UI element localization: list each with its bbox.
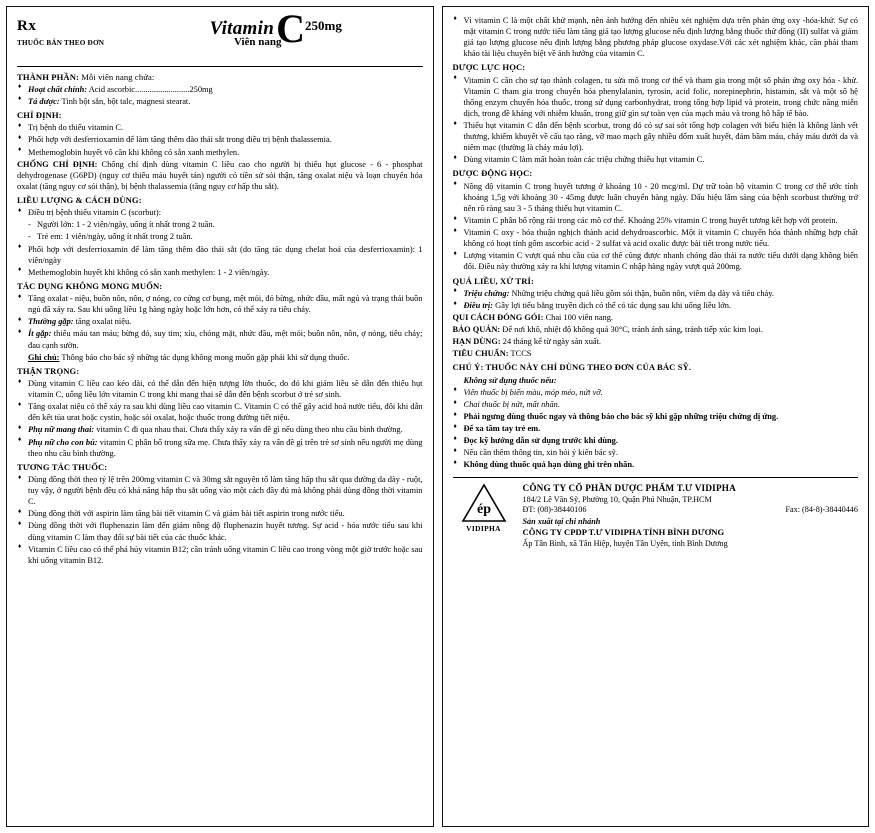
list-item: ♦ Điều trị bệnh thiếu vitamin C (scorbut): (17, 207, 423, 218)
company-phone: ĐT: (08)-38440106 (522, 505, 587, 515)
expiry-text: 24 tháng kể từ ngày sản xuất. (500, 337, 602, 347)
list-item: ♦ Tăng oxalat - niệu, buồn nôn, nôn, ợ nóng, co cứng cơ bụng, mệt mỏi, đỏ bừng, nhức đầu, mất ngủ và trạng thái buồn ngủ đã xảy ra. Sau khi uống liều 1g hàng ngày hoặc lớn hơn, có thể xảy ra tiêu chảy. (17, 293, 423, 315)
section-title-pharmacodynamics: DƯỢC LỰC HỌC: (452, 62, 526, 73)
list-item: ♦ Nồng độ vitamin C trong huyết tương ở khoảng 10 - 20 mcg/ml. Dự trữ toàn bộ vitamin C trong cơ thể ước tính khoảng 1,5g với khoảng 30 - 45mg được luân chuyển hàng ngày. Dấu hiệu lâm sàng của bệnh scorbust thường trở nên rõ ràng sau 3 - 5 tháng thiếu hụt vitamin C. (453, 181, 859, 214)
leaflet-header (17, 6, 423, 67)
warning-lead: Không sử dụng thuốc nếu: (463, 375, 557, 385)
company-contact-row (523, 505, 859, 516)
list-item: ♦ Dùng đồng thời với aspirin làm tăng bài tiết vitamin C và giảm bài tiết aspirin trong nước tiểu. (17, 508, 423, 519)
company-fax: Fax: (84-8)-38440446 (785, 505, 858, 515)
vidipha-logo-icon (461, 483, 507, 523)
list-item (17, 84, 423, 95)
list-item: ♦ Phải ngưng dùng thuốc ngay và thông báo cho bác sỹ khi gặp những triệu chứng dị ứng. (453, 411, 859, 422)
branch-name: CÔNG TY CPDP T.Ư VIDIPHA TỈNH BÌNH DƯƠNG (522, 527, 725, 538)
adverse-note-text: Thông báo cho bác sỹ những tác dụng không mong muốn gặp phải khi sử dụng thuốc. (59, 352, 350, 362)
packaging-text: Chai 100 viên nang. (543, 313, 614, 323)
branch-address: Ấp Tân Bình, xã Tân Hiệp, huyện Tân Uyên, tỉnh Bình Dương (522, 538, 728, 548)
indication-list (17, 122, 423, 157)
list-item: ♦ Vì vitamin C là một chất khử mạnh, nên ảnh hưởng đến nhiều xét nghiệm dựa trên phản ứng oxy -hóa-khử. Sự có mặt vitamin C trong nước tiểu làm tăng giả tạo lượng glucose nếu định lượng bằng thuốc thử đồng (II) sulfat và giảm giả tạo lượng glucose nếu định lượng bằng phương pháp glucose oxydase.Với các xét nghiệm khác, cần phải tham khảo tài liệu chuyên biệt về ảnh hưởng của vitamin C. (453, 15, 859, 59)
list-item: ♦ Methemoglobin huyết vô căn khi không có sẵn xanh methylen. (17, 147, 423, 158)
overdose-treatment-label: Điều trị: (463, 301, 494, 310)
list-item: ♦ Không dùng thuốc quá hạn dùng ghi trên nhãn. (453, 459, 859, 470)
overdose-treatment-text: Gây lợi tiểu bằng truyền dịch có thể có tác dụng sau khi uống liều lớn. (493, 301, 731, 310)
section-title-indication: CHỈ ĐỊNH: (17, 110, 62, 121)
contraindication-block (17, 159, 423, 192)
section-title-contraindication: CHỐNG CHỈ ĐỊNH: (17, 159, 98, 169)
list-item: ♦ Phụ nữ mang thai: vitamin C đi qua nhau thai. Chưa thấy xảy ra vấn đề gì nếu dùng theo nhu cầu bình thường. (17, 424, 423, 435)
list-item: ♦ Để xa tầm tay trẻ em. (453, 423, 859, 434)
rx-symbol: Rx (17, 18, 37, 34)
list-item (17, 96, 423, 107)
adverse-common-label: Thường gặp: (28, 317, 74, 327)
list-item: ♦ Trị bệnh do thiếu vitamin C. (17, 122, 423, 133)
right-panel (442, 6, 870, 827)
list-item: ♦ Vitamin C liều cao có thể phá hủy vitamin B12; cần tránh uống vitamin C liều cao trong vòng một giờ trước hoặc sau khi uống vitamin B12. (17, 544, 423, 566)
adverse-note (17, 352, 423, 363)
company-name: CÔNG TY CỔ PHẦN DƯỢC PHẨM T.Ư VIDIPHA (522, 482, 736, 493)
brand-letter: C (276, 6, 305, 51)
rx-note: THUỐC BÁN THEO ĐƠN (17, 38, 105, 47)
list-item: ♦ Ít gặp: thiếu máu tan máu; bừng đỏ, suy tim; xỉu, chóng mặt, nhức đầu, mệt mỏi; buồn nôn, nôn, ợ nóng, tiêu chảy; đau cạnh sườn. (17, 328, 423, 350)
adverse-list (17, 293, 423, 350)
list-item: ♦ Phối hợp với desferrioxamin để làm tăng thêm đào thải sắt trong điều trị bệnh thalassemia. (17, 134, 423, 145)
overdose-symptom-text: Những triệu chứng quá liều gồm sỏi thận, buồn nôn, viêm dạ dày và tiêu chảy. (509, 288, 775, 298)
section-title-warning: CHÚ Ý: THUỐC NÀY CHỈ DÙNG THEO ĐƠN CỦA BÁC SỸ. (452, 362, 692, 373)
brand-block (129, 6, 423, 62)
list-item: ♦ Vitamin C phân bố rộng rãi trong các mô cơ thể. Khoảng 25% vitamin C trong huyết tương kết hợp với protein. (453, 215, 859, 226)
section-title-expiry: HẠN DÙNG: (452, 337, 501, 347)
list-item: - Người lớn: 1 - 2 viên/ngày, uống ít nhất trong 2 tuần. (28, 219, 423, 230)
standard-text: TCCS (508, 349, 532, 359)
section-title-composition (17, 72, 423, 83)
section-title-standard: TIÊU CHUẨN: (452, 349, 509, 359)
contraindication-text: Chống chỉ định dùng vitamin C liều cao cho người bị thiếu hụt glucose - 6 - phosphat dehydrogenase (G6PD) (nguy cơ thiếu máu huyết tán) người có tiền sử sỏi thận, tăng oxalat niệu và loạn chuyển hóa oxalat (tăng nguy cơ sỏi thận), bị bệnh thalassemia (tăng nguy cơ hấp thu sắt). (17, 159, 423, 191)
company-info (523, 483, 859, 550)
list-item: ♦ Phối hợp với desferrioxamin để làm tăng thêm đào thải sắt (do tăng tác dụng chelat hoá của desferrioxamin): 1 viên/ngày (17, 244, 423, 266)
company-address: 184/2 Lê Văn Sỹ, Phường 10, Quận Phú Nhuận, TP.HCM (522, 494, 712, 504)
section-title-caution: THẬN TRỌNG: (17, 365, 80, 376)
caution-pregnancy-label: Phụ nữ mang thai: (28, 425, 95, 435)
company-logo (453, 483, 515, 534)
pharmacokinetics-list (453, 181, 859, 273)
composition-text-0: Acid ascorbic..........................250mg (87, 84, 213, 94)
dosage-sublist (17, 219, 423, 242)
left-panel (6, 6, 434, 827)
list-item: ♦ Phụ nữ cho con bú: vitamin C phân bố trong sữa mẹ. Chưa thấy xảy ra vấn đề gì trên trẻ sơ sinh nếu người mẹ dùng theo nhu cầu bình thường. (17, 437, 423, 459)
adverse-rare-label: Ít gặp: (28, 329, 52, 339)
svg-text:ép: ép (476, 501, 491, 517)
overdose-symptom-label: Triệu chứng: (463, 288, 510, 298)
list-item (453, 300, 859, 311)
company-block (453, 477, 859, 550)
list-item: ♦ Tăng oxalat niệu có thể xảy ra sau khi dùng liều cao vitamin C. Vitamin C có thể gây acid hoá nước tiểu, đôi khi dẫn đến kết tủa urat hoặc cystin, hoặc sỏi oxalat, hoặc thuốc trong đường tiết niệu. (17, 401, 423, 423)
overdose-list (453, 288, 859, 311)
list-item: ♦ Dùng đồng thời theo tỷ lệ trên 200mg vitamin C và 30mg sắt nguyên tố làm tăng hấp thu sắt qua đường da dày - ruột, tuy vậy, ở người bệnh đều có khả năng hấp thu sắt uống vào một cách đầy đủ mà không phải dùng đồng thời vitamin C. (17, 474, 423, 507)
section-title-interaction: TƯƠNG TÁC THUỐC: (17, 461, 108, 472)
list-item: ♦ Dùng vitamin C liều cao kéo dài, có thể dẫn đến hiện tượng lờn thuốc, do đó khi giảm liều sẽ dẫn đến thiếu hụt vitamin C, uống liều lớn vitamin C trong khi mang thai sẽ dẫn đến bệnh scorbut ở trẻ sơ sinh. (17, 378, 423, 400)
storage-block (453, 324, 859, 335)
branch-label: Sản xuất tại chi nhánh (522, 516, 601, 526)
dosage-form: Viên nang (233, 36, 282, 48)
composition-title: THÀNH PHẦN: (17, 71, 79, 82)
list-item: ♦ Thường gặp: tăng oxalat niệu. (17, 316, 423, 327)
warning-list (453, 387, 859, 471)
interaction-list (17, 474, 423, 566)
list-item: ♦ Vitamin C oxy - hóa thuận nghịch thành acid dehydroascorbic. Một ít vitamin C chuyển hóa thành những hợp chất không có hoạt tính gốm ascorbic acid - 2 sulfat và acid oxalic được bài tiết trong nước tiểu. (453, 227, 859, 249)
company-logo-text: VIDIPHA (466, 523, 501, 533)
section-title-adverse: TÁC DỤNG KHÔNG MONG MUỐN: (17, 280, 163, 291)
brand-strength: 250mg (304, 18, 342, 33)
list-item: ♦ Nếu cần thêm thông tin, xin hỏi ý kiến bác sỹ. (453, 447, 859, 458)
list-item: - Trẻ em: 1 viên/ngày, uống ít nhất trong 2 tuần. (28, 231, 423, 242)
packaging-block (453, 312, 859, 323)
brand-name: Vitamin (209, 18, 275, 39)
section-title-pharmacokinetics: DƯỢC ĐỘNG HỌC: (452, 168, 533, 179)
list-item: ♦ Methemoglobin huyết khi không có sẵn xanh methylen: 1 - 2 viên/ngày. (17, 267, 423, 278)
section-title-storage: BẢO QUẢN: (452, 325, 501, 335)
list-item: ♦ Vitamin C cần cho sự tạo thành colagen, tu sửa mô trong cơ thể và tham gia trong một số phản ứng oxy hóa - khử. Vitamin C tham gia trong chuyển hóa phenylalanin, tyrosin, acid folic, norepinephrin, histamin, sắt và một số hệ thống enzym chuyển hóa thuốc, trong sử dụng carbonhydrat, trong tổng hợp lipid và protein, trong chức năng miễn dịch, trong đề kháng với nhiễm khuẩn, trong giữ gìn sự toàn vẹn của mạch máu và trong hô hấp tế bào. (453, 75, 859, 119)
composition-label-1: Tá dược: (28, 96, 60, 106)
list-item: ♦ Dùng đồng thời với fluphenazin làm đến giảm nồng độ fluphenazin huyết tương. Sự acid - hóa nước tiểu sau khi dùng vitamin C làm thay đổi sự bài tiết của các thuốc khác. (17, 520, 423, 542)
storage-text: Để nơi khô, nhiệt độ không quá 30°C, tránh ánh sáng, tránh tiếp xúc kim loại. (500, 325, 763, 335)
section-title-dosage: LIỀU LƯỢNG & CÁCH DÙNG: (17, 194, 142, 205)
dosage-list-2 (17, 244, 423, 278)
standard-block (453, 348, 859, 359)
section-title-packaging: QUI CÁCH ĐÓNG GÓI: (452, 313, 544, 323)
list-item: ♦ Dùng vitamin C làm mất hoàn toàn các triệu chứng thiếu hụt vitamin C. (453, 154, 859, 165)
dosage-list (17, 207, 423, 218)
composition-label-0: Hoạt chất chính: (28, 84, 88, 94)
list-item (453, 288, 859, 299)
expiry-block (453, 336, 859, 347)
list-item: ♦ Thiếu hụt vitamin C dẫn đến bệnh scorbut, trong đó có sự sai sót tổng hợp colagen với biểu hiện là không lành vết thương, khiếm khuyết về cấu tạo răng, vỡ mao mạch gây nhiều đốm xuất huyết, đám bầm máu, chảy máu dưới da và niêm mạc (thường là chảy máu lợi). (453, 120, 859, 153)
section-title-overdose: QUÁ LIỀU, XỬ TRÍ: (452, 275, 534, 286)
list-item: ♦ Chai thuốc bị nứt, mất nhãn. (453, 399, 859, 410)
composition-text-1: Tinh bột sắn, bột talc, magnesi stearat. (59, 96, 191, 106)
caution-list (17, 378, 423, 459)
lab-interference-list (453, 15, 859, 59)
pharmacodynamics-list (453, 75, 859, 166)
composition-intro: Mỗi viên nang chứa: (81, 71, 155, 82)
composition-list (17, 84, 423, 107)
list-item: ♦ Viên thuốc bị biến màu, móp méo, nứt vỡ. (453, 387, 859, 398)
adverse-note-label: Ghi chú: (28, 352, 60, 362)
list-item: ♦ Lượng vitamin C vượt quá nhu cầu của cơ thể cũng được nhanh chóng đào thải ra nước tiểu dưới dạng không biến đổi. Điều này thường xảy ra khi lượng vitamin C nhập hàng ngày vượt quá 200mg. (453, 250, 859, 272)
list-item: ♦ Đọc kỹ hướng dẫn sử dụng trước khi dùng. (453, 435, 859, 446)
caution-lactation-label: Phụ nữ cho con bú: (28, 437, 98, 447)
